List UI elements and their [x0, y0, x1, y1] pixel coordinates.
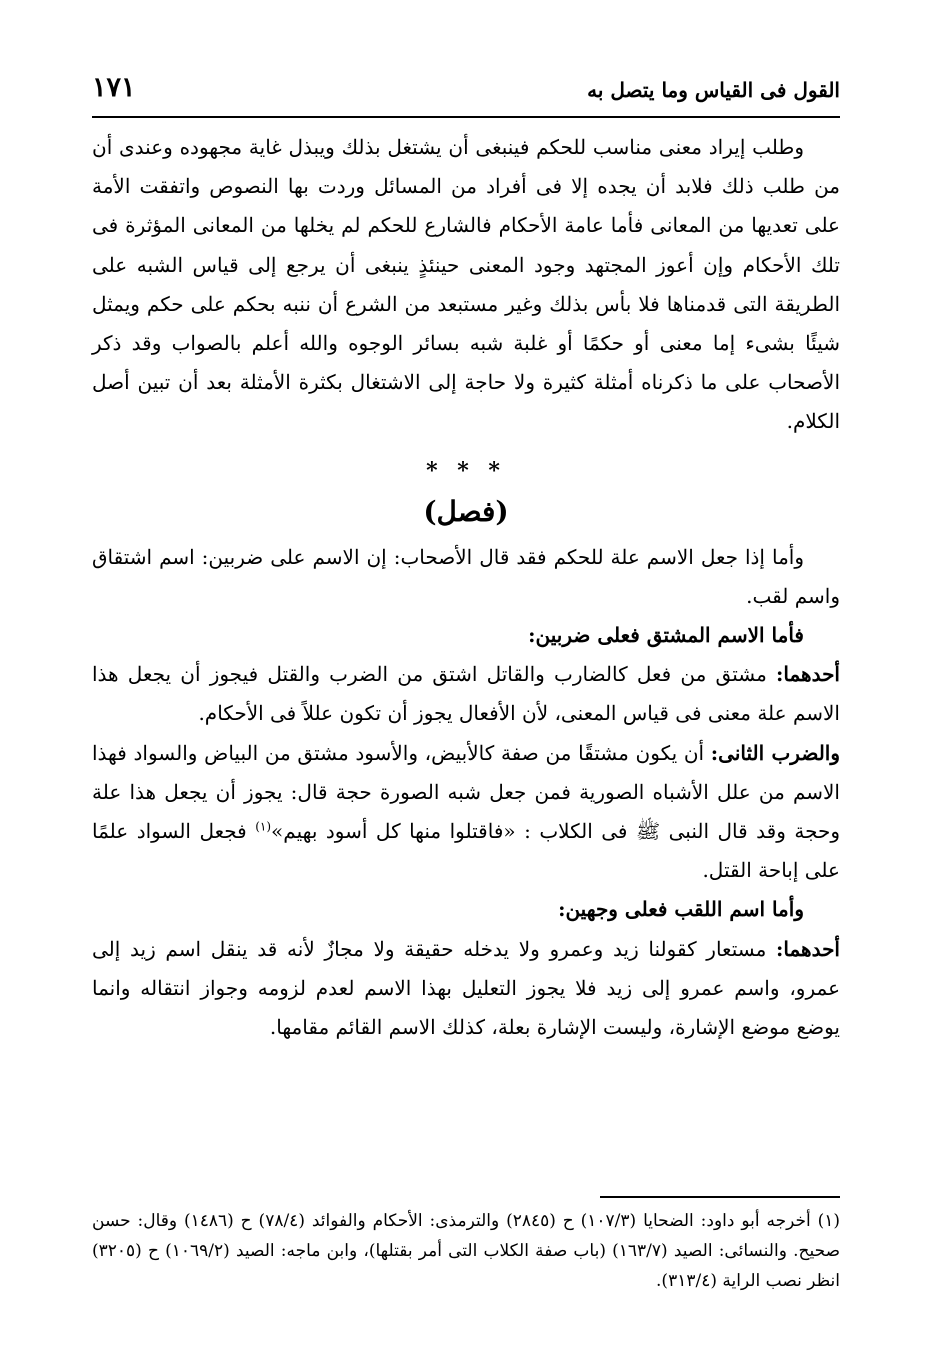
paragraph-3-text: مشتق من فعل كالضارب والقاتل اشتق من الضرب والقتل فيجوز أن يجعل هذا الاسم علة معنى فى قياس المعنى، لأن الأفعال يجوز أن تكون عللاً فى الأحكام. [92, 662, 840, 726]
paragraph-3 [92, 655, 840, 733]
paragraph-1: وطلب إيراد معنى مناسب للحكم فينبغى أن يشتغل بذلك ويبذل غاية مجهوده وعندى أن من طلب ذلك فلابد أن يجده إلا فى أفراد من المسائل وردت بها النصوص واتفقت الأمة على تعديها من المعانى فأما عامة الأحكام فالشارع للحكم لم يخلها من المعانى المؤثرة فى تلك الأحكام وإن أعوز المجتهد وجود المعنى حينئذٍ ينبغى أن يرجع إلى قياس الشبه على الطريقة التى قدمناها فلا بأس بذلك وغير مستبعد من الشرع أن ننبه بحكم على حكم ويمثل شيئًا بشىء إما معنى أو حكمًا أو غلبة شبه بسائر الوجوه والله أعلم بالصواب وقد ذكر الأصحاب على ما ذكرناه أمثلة كثيرة ولا حاجة إلى الاشتغال بكثرة الأمثلة بعد أن تبين أصل الكلام. [92, 135, 840, 434]
paragraph-5-label: أحدهما: [775, 936, 840, 961]
main-text [92, 128, 840, 1047]
section-separator: * * * [426, 457, 506, 484]
page-number: ١٧١ [92, 72, 136, 103]
subheading-derived-name: فأما الاسم المشتق فعلى ضربين: [528, 623, 804, 648]
paragraph-4-label: والضرب الثانى: [710, 740, 840, 765]
paragraph-2: وأما إذا جعل الاسم علة للحكم فقد قال الأصحاب: إن الاسم على ضربين: اسم اشتقاق واسم لقب. [92, 544, 840, 608]
section-title: (فصل) [423, 494, 509, 528]
footnote-rule [600, 1196, 840, 1198]
subheading-proper-name: وأما اسم اللقب فعلى وجهين: [558, 897, 804, 922]
paragraph-3-label: أحدهما: [775, 662, 840, 687]
paragraph-5 [92, 930, 840, 1048]
footnote-text: (١) أخرجه أبو داود: الضحايا (١٠٧/٣) ح (٢٨٤٥) والترمذى: الأحكام والفوائد (٧٨/٤) ح (١٤٨٦) وقال: حسن صحيح. والنسائى: الصيد (١٦٣/٧) (باب صفة الكلاب التى أمر بقتلها)، وابن ماجه: الصيد (١٠٦٩/٢) ح (٣٢٠٥) انظر نصب الراية (٣١٣/٤). [92, 1211, 841, 1291]
paragraph-4 [92, 734, 840, 891]
paragraph-4-tail: فجعل السواد علمًا على إباحة القتل. [92, 819, 840, 883]
page-header [92, 70, 840, 116]
paragraph-5-text: مستعار كقولنا زيد وعمرو ولا يدخله حقيقة ولا مجازٌ لأنه قد ينقل اسم زيد إلى عمرو، واسم عمرو إلى زيد فلا يجوز التعليل بهذا الاسم لعدم لزومه وجواز انتقاله وانما يوضع موضع الإشارة، وليست الإشارة بعلة، كذلك الاسم القائم مقامها. [92, 936, 840, 1040]
header-rule [92, 116, 840, 118]
paragraph-4-text: أن يكون مشتقًا من صفة كالأبيض، والأسود مشتق من البياض والسواد فهذا الاسم من علل الأشباه الصورية فمن جعل شبه الصورة حجة قال: يجوز أن يجعل هذا علة وحجة وقد قال النبى ﷺ فى الكلاب : «فاقتلوا منها كل أسود بهيم» [92, 740, 841, 844]
footnote-reference[interactable]: (١) [255, 819, 272, 834]
running-title: القول فى القياس وما يتصل به [587, 78, 840, 102]
footnote [92, 1206, 840, 1296]
